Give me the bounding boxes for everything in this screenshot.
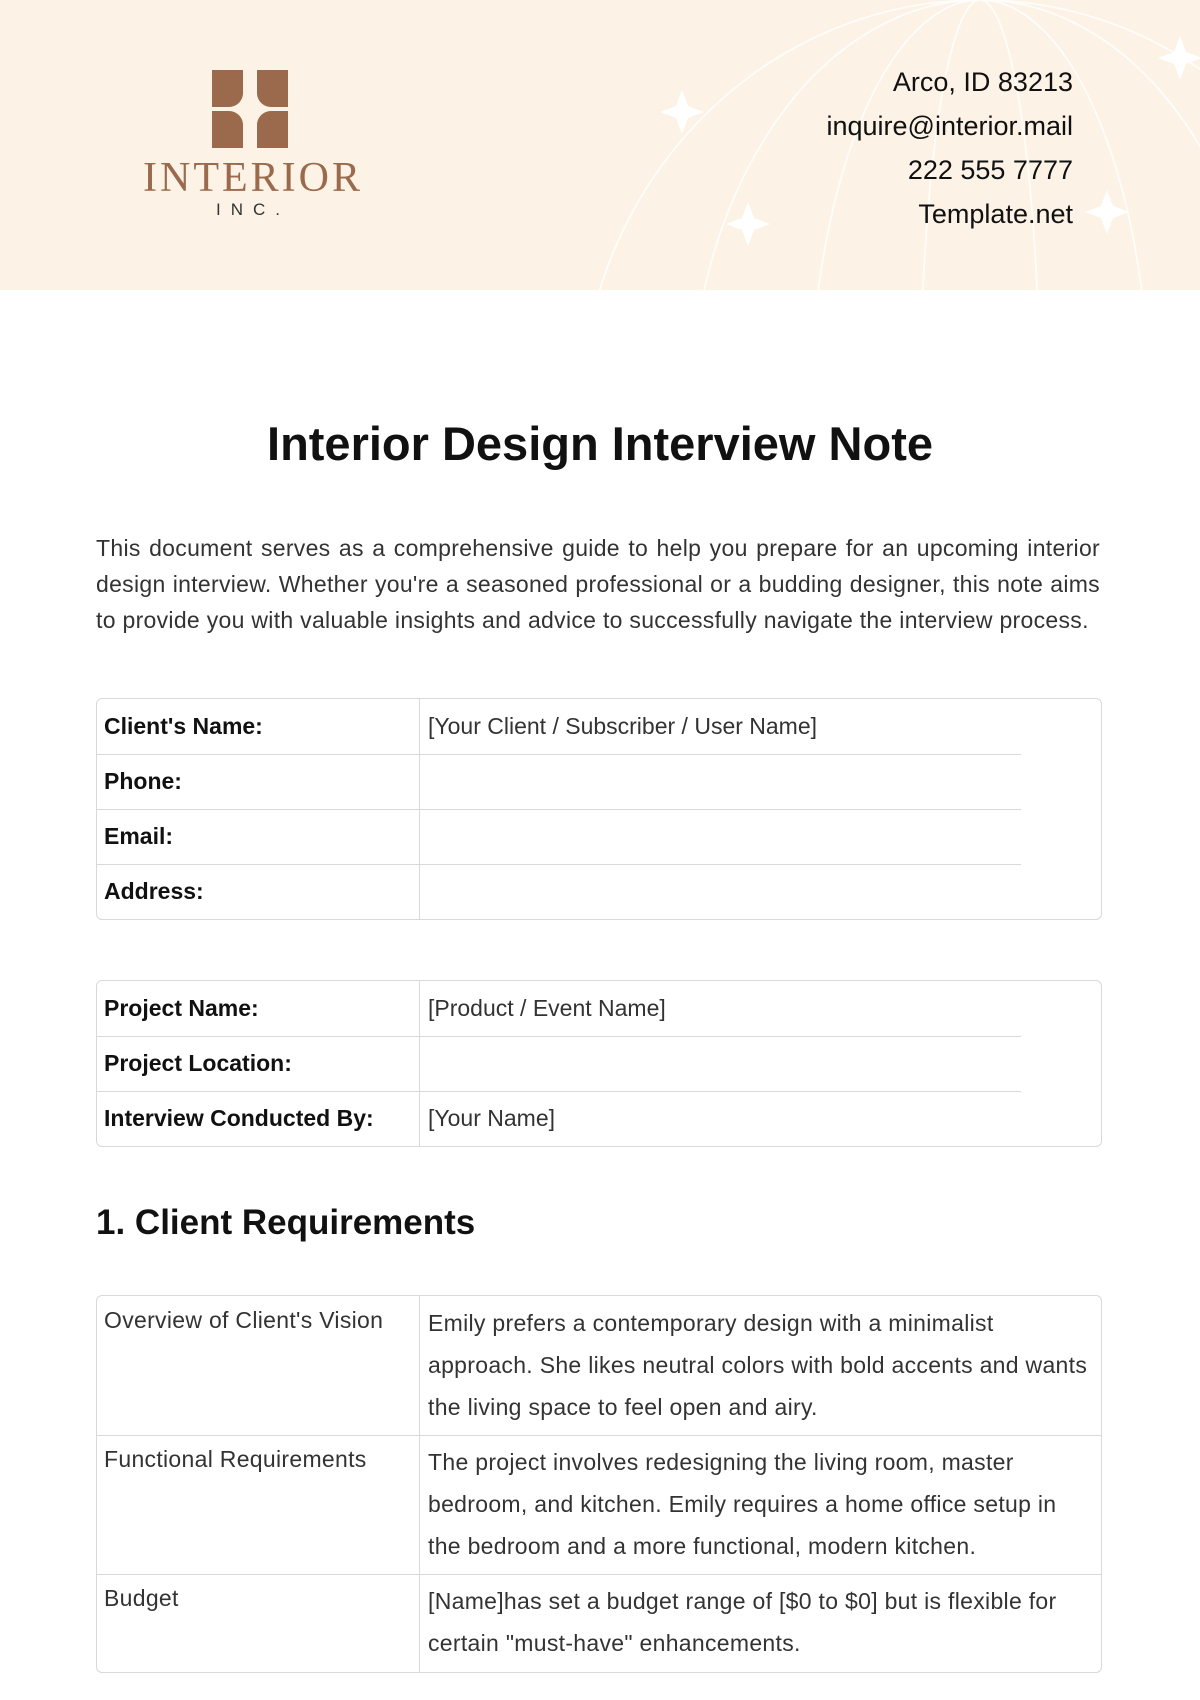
sparkle-icon (660, 90, 704, 134)
client-info-table (96, 698, 1102, 920)
table-row (97, 981, 1101, 1036)
field-label: Project Name: (97, 981, 420, 1036)
table-row (97, 1091, 1101, 1146)
contact-block (826, 60, 1073, 236)
requirement-value: [Name]has set a budget range of [$0 to $0] but is flexible for certain "must-have" enhancements. (428, 1588, 1057, 1656)
logo-subtitle: INC. (216, 200, 290, 219)
letterhead (0, 0, 1200, 290)
contact-website[interactable]: Template.net (918, 199, 1073, 229)
interviewer-field[interactable]: [Your Name] (428, 1105, 555, 1131)
project-info-table (96, 980, 1102, 1147)
table-row (97, 754, 1101, 809)
field-label: Email: (97, 809, 420, 864)
requirement-value: Emily prefers a contemporary design with a minimalist approach. She likes neutral colors with bold accents and wants the living space to feel open and airy. (428, 1310, 1088, 1420)
field-label: Address: (97, 864, 420, 919)
client-name-field[interactable]: [Your Client / Subscriber / User Name] (428, 713, 818, 739)
email-field[interactable] (420, 809, 1101, 864)
table-row (97, 1036, 1101, 1091)
field-label: Client's Name: (97, 699, 420, 754)
table-row (97, 1574, 1101, 1672)
requirement-value: The project involves redesigning the living room, master bedroom, and kitchen. Emily requires a home office setup in the bedroom and a more functional, modern kitchen. (428, 1449, 1057, 1559)
section-heading: 1. Client Requirements (96, 1203, 476, 1242)
contact-email[interactable]: inquire@interior.mail (826, 111, 1073, 141)
field-label: Project Location: (97, 1036, 420, 1091)
field-label: Phone: (97, 754, 420, 809)
logo-mark-icon (210, 70, 290, 148)
sparkle-icon (1085, 190, 1129, 234)
page-title: Interior Design Interview Note (267, 417, 933, 470)
requirement-label: Budget (97, 1574, 420, 1672)
contact-phone: 222 555 7777 (907, 155, 1073, 185)
requirement-label: Overview of Client's Vision (97, 1296, 420, 1435)
table-row (97, 699, 1101, 754)
intro-paragraph: This document serves as a comprehensive guide to help you prepare for an upcoming interior design interview. Whether you're a seasoned professional or a budding designer, this note aims to provide you with valuable insights and advice to successfully navigate the interview process. (96, 535, 1100, 633)
logo-wordmark: INTERIOR (143, 155, 363, 201)
table-row (97, 809, 1101, 864)
table-row (97, 864, 1101, 919)
requirement-label: Functional Requirements (97, 1435, 420, 1574)
address-field[interactable] (420, 864, 1101, 919)
table-row (97, 1296, 1101, 1435)
sparkle-icon (1158, 36, 1200, 80)
field-label: Interview Conducted By: (97, 1091, 420, 1146)
project-location-field[interactable] (420, 1036, 1101, 1091)
table-row (97, 1435, 1101, 1574)
project-name-field[interactable]: [Product / Event Name] (428, 995, 666, 1021)
contact-address: Arco, ID 83213 (892, 67, 1073, 97)
phone-field[interactable] (420, 754, 1101, 809)
client-requirements-table (96, 1295, 1102, 1673)
sparkle-icon (726, 202, 770, 246)
